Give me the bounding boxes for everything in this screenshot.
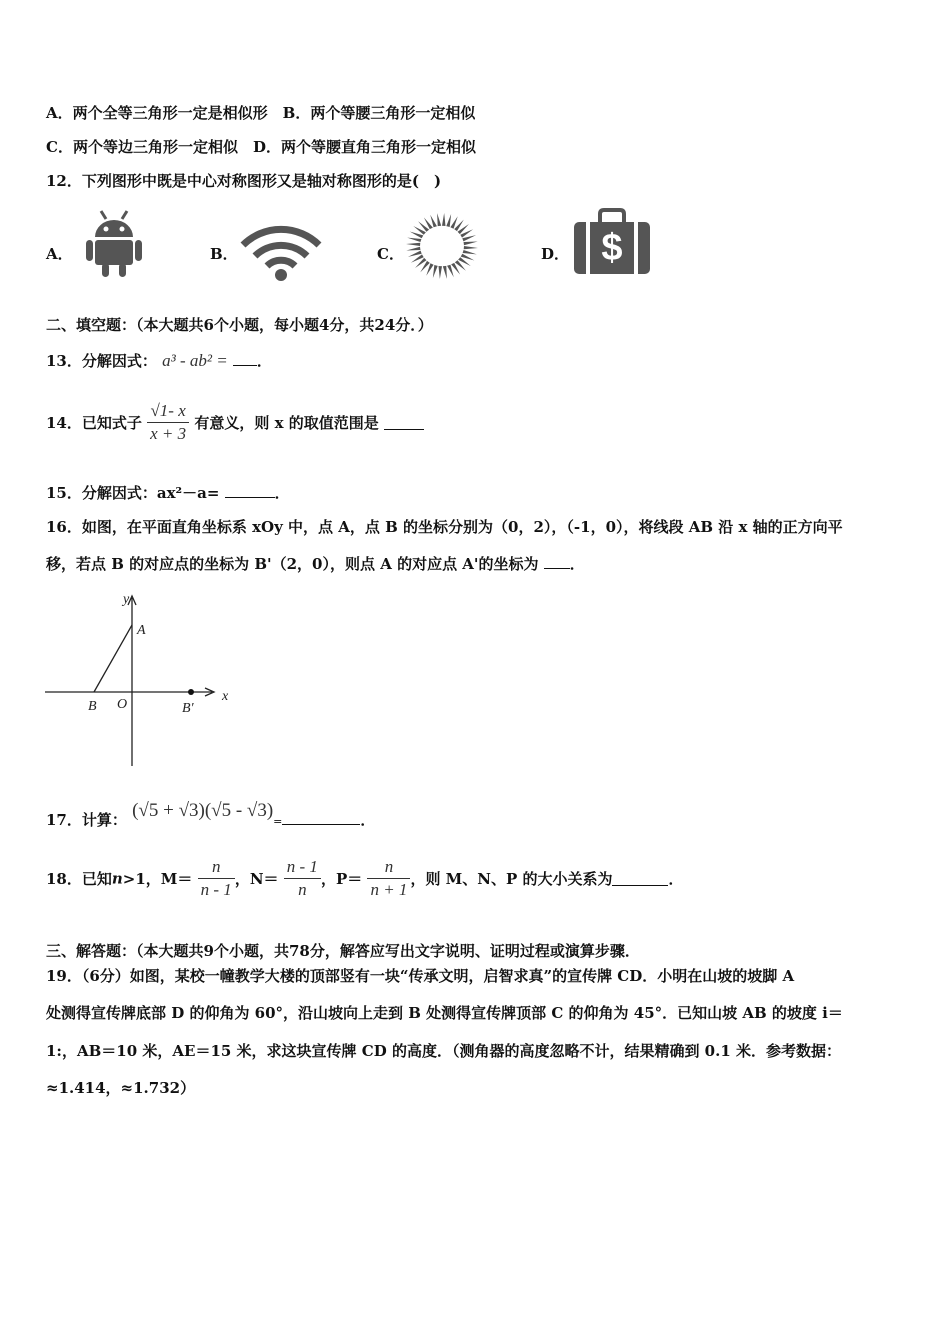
q18-p-label: ，P＝ — [320, 870, 363, 888]
section3-heading: 三、解答题：（本大题共9个小题，共78分，解答应写出文字说明、证明过程或演算步骤． — [46, 942, 640, 960]
section2-heading: 二、填空题：（本大题共6个小题，每小题4分，共24分．） — [46, 316, 433, 334]
sunburst-ray — [408, 251, 422, 257]
q16-coordinate-graph — [40, 588, 240, 773]
q18-m-numerator: n — [198, 856, 235, 879]
q18-suffix: ，则 M、N、P 的大小关系为 — [410, 870, 613, 888]
q18-p-denominator: n + 1 — [370, 880, 408, 899]
q18-n-denominator: n — [298, 880, 307, 899]
q19-line1: 19．（6分）如图，某校一幢教学大楼的顶部竖有一块“传承文明，启智求真”的宣传牌 CD．小明在山坡的坡脚 A — [46, 967, 795, 985]
q11-options-line1: A．两个全等三角形一定是相似形 B．两个等腰三角形一定相似 — [46, 104, 476, 122]
point-b-prime — [188, 689, 194, 695]
q14-numerator: √1- x — [147, 400, 189, 423]
q12-option-c-label: C． — [377, 245, 404, 263]
q14-prefix: 14．已知式子 — [46, 414, 142, 432]
q13-expression: a³ - ab² = — [162, 351, 228, 370]
q15-text: 15．分解因式：ax²－a= — [46, 484, 220, 502]
segment-ab — [94, 625, 132, 692]
label-b: B — [88, 699, 97, 714]
money-bag-icon — [572, 208, 654, 276]
sunburst-ray — [442, 213, 446, 226]
q18 — [46, 856, 684, 901]
q13-prefix: 13．分解因式： — [46, 352, 157, 370]
sunburst-ray — [464, 246, 478, 249]
q12-option-b-label: B． — [210, 245, 238, 263]
q14-answer-blank[interactable] — [384, 415, 424, 430]
sunburst-ray — [464, 241, 478, 245]
q18-answer-blank[interactable] — [612, 871, 668, 886]
label-a: A — [137, 623, 146, 638]
sunburst-ray — [430, 215, 437, 228]
q18-fraction-m — [198, 856, 235, 901]
sunburst-ray — [406, 247, 420, 251]
sunburst-ray — [407, 238, 421, 242]
q13-answer-blank[interactable] — [233, 351, 257, 366]
q14 — [46, 400, 424, 445]
sunburst-ray — [446, 214, 451, 227]
q16-suffix: ． — [569, 555, 585, 573]
q16-line1: 16．如图，在平面直角坐标系 xOy 中，点 A，点 B 的坐标分别为（0，2），（-1，0），将线段 AB 沿 x 轴的正方向平 — [46, 518, 843, 536]
label-b-prime: B′ — [182, 701, 194, 716]
q11-options-line2: C．两个等边三角形一定相似 D．两个等腰直角三角形一定相似 — [46, 138, 476, 156]
q17-answer-blank[interactable] — [282, 810, 360, 825]
q18-n-numerator: n - 1 — [284, 856, 321, 879]
q12-option-a-label: A． — [46, 245, 73, 263]
q17-suffix: ． — [360, 811, 376, 829]
sunburst-ray — [462, 235, 476, 241]
q17-equals: = — [273, 815, 283, 828]
q12-stem: 12．下列图形中既是中心对称图形又是轴对称图形的是( ) — [46, 172, 442, 190]
q16-answer-blank[interactable] — [544, 554, 570, 569]
sunburst-ray — [463, 250, 477, 254]
label-o: O — [117, 697, 128, 712]
q18-fraction-p — [367, 856, 410, 901]
q19-line3: 1:，AB＝10 米，AE＝15 米，求这块宣传牌 CD 的高度．（测角器的高度忽略不计，结果精确到 0.1 米．参考数据： — [46, 1042, 841, 1060]
q15-suffix: ． — [274, 484, 290, 502]
wifi-icon — [240, 220, 322, 282]
sunburst-ray — [433, 265, 438, 278]
q14-suffix: 有意义，则 x 的取值范围是 — [194, 414, 379, 432]
q18-prefix: 18．已知 — [46, 870, 112, 888]
sunburst-ray — [447, 265, 454, 278]
q17 — [46, 800, 376, 829]
q16-line2 — [46, 553, 585, 574]
sunburst-ray — [437, 213, 441, 226]
q15 — [46, 482, 290, 503]
sunburst-icon — [402, 209, 482, 283]
q18-fraction-n — [284, 856, 321, 901]
label-x: x — [222, 689, 229, 704]
q18-condition: >1，M＝ — [122, 870, 193, 888]
q12-option-d-label: D． — [541, 245, 570, 263]
q16-line2-text: 移，若点 B 的对应点的坐标为 B'（2，0），则点 A 的对应点 A'的坐标为 — [46, 555, 539, 573]
dollar-sign: $ — [601, 227, 623, 269]
label-y: y — [123, 592, 130, 607]
q14-denominator: x + 3 — [150, 424, 187, 443]
q18-end: ． — [668, 870, 684, 888]
android-icon — [85, 207, 143, 279]
q19-line4: ≈1.414，≈1.732） — [46, 1079, 196, 1097]
q18-n-label: ，N＝ — [234, 870, 279, 888]
q17-prefix: 17．计算： — [46, 811, 127, 829]
q18-m-denominator: n - 1 — [200, 880, 232, 899]
sunburst-ray — [438, 266, 442, 279]
q13-suffix: ． — [256, 352, 272, 370]
q18-condition-var: n — [111, 869, 123, 888]
q14-fraction — [147, 400, 189, 445]
q15-answer-blank[interactable] — [225, 483, 275, 498]
sunburst-ray — [406, 243, 420, 246]
q19-line2: 处测得宣传牌底部 D 的仰角为 60°，沿山坡向上走到 B 处测得宣传牌顶部 C 的仰角为 45°．已知山坡 AB 的坡度 i＝ — [46, 1004, 843, 1022]
q17-expression: (√5 + √3)(√5 - √3) — [132, 800, 274, 821]
sunburst-ray — [443, 266, 447, 279]
q18-p-numerator: n — [367, 856, 410, 879]
q13 — [46, 350, 272, 371]
